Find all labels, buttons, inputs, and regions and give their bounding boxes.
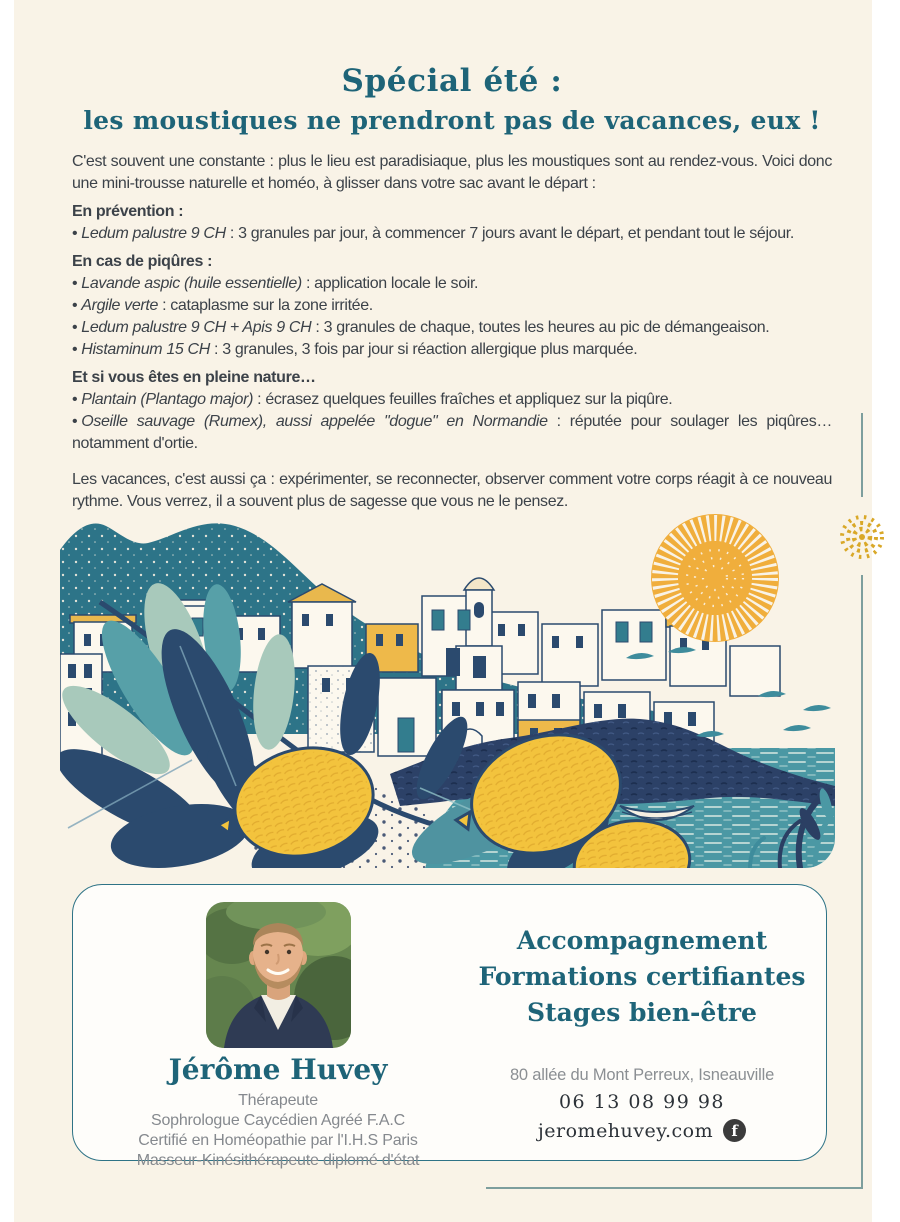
bullet-lead: Plantain (Plantago major) — [81, 391, 254, 408]
sun-icon — [651, 514, 779, 642]
services-list — [477, 923, 807, 1031]
bullet-marker: • — [72, 275, 78, 292]
section-heading-prevention: En prévention : — [72, 203, 184, 220]
bullet-marker: • — [72, 225, 78, 242]
bullet-item — [72, 223, 832, 245]
section-heading-nature: Et si vous êtes en pleine nature… — [72, 369, 316, 386]
bullet-text: : 3 granules, 3 fois par jour si réaction allergique plus marquée. — [209, 341, 638, 358]
decor-vertical-line-bottom — [861, 575, 863, 1188]
portrait-photo — [206, 902, 351, 1048]
bullet-item — [72, 339, 832, 361]
bullet-text: : application locale le soir. — [301, 275, 479, 292]
bullet-marker: • — [72, 319, 78, 336]
bullet-text: : réputée pour soulager les piqûres… notamment d'ortie. — [72, 413, 832, 452]
title-line: Masseur-Kinésithérapeute diplomé d'état — [136, 1152, 420, 1169]
article-body — [72, 151, 832, 513]
section-heading-piqures: En cas de piqûres : — [72, 253, 213, 270]
bullet-item — [72, 389, 832, 411]
facebook-icon[interactable]: f — [723, 1119, 746, 1142]
intro-paragraph: C'est souvent une constante : plus le lieu est paradisiaque, plus les moustiques sont au rendez-vous. Voici donc une mini-trousse naturelle et homéo, à glisser dans votre sac avant le départ : — [72, 153, 832, 192]
portrait-illustration — [206, 902, 351, 1048]
bullet-marker: • — [72, 341, 78, 358]
phone-number: 06 13 08 99 98 — [558, 1091, 726, 1113]
bullet-text: : écrasez quelques feuilles fraîches et appliquez sur la piqûre. — [253, 391, 673, 408]
bullet-lead: Ledum palustre 9 CH — [81, 225, 226, 242]
service-line: Stages bien-être — [527, 998, 757, 1027]
therapist-name: Jérôme Huvey — [168, 1053, 388, 1086]
bullet-lead: Histaminum 15 CH — [81, 341, 210, 358]
therapist-titles — [73, 1091, 483, 1171]
title-line: Certifié en Homéopathie par l'I.H.S Paris — [138, 1132, 418, 1149]
bullet-text: : 3 granules par jour, à commencer 7 jours avant le départ, et pendant tout le séjour. — [225, 225, 794, 242]
bullet-lead: Lavande aspic (huile essentielle) — [81, 275, 302, 292]
gold-cluster-ornament — [836, 511, 888, 563]
bullet-text: : cataplasme sur la zone irritée. — [158, 297, 373, 314]
title-line1: Spécial été : — [341, 63, 563, 99]
bullet-item — [72, 411, 832, 455]
bullet-item — [72, 317, 832, 339]
decor-horizontal-line — [486, 1187, 863, 1189]
service-line: Formations certifiantes — [478, 962, 806, 991]
therapist-card — [72, 884, 827, 1169]
bullet-marker: • — [72, 391, 78, 408]
website-link[interactable]: jeromehuvey.com — [537, 1119, 714, 1142]
bullet-marker: • — [72, 413, 78, 430]
bullet-lead: Ledum palustre 9 CH + Apis 9 CH — [81, 319, 312, 336]
bullet-text: : 3 granules de chaque, toutes les heures au pic de démangeaison. — [311, 319, 770, 336]
website-row — [477, 1119, 807, 1142]
title-line2: les moustiques ne prendront pas de vacances, eux ! — [83, 105, 821, 135]
bullet-item — [72, 295, 832, 317]
bullet-item — [72, 273, 832, 295]
coastal-village-illustration — [60, 506, 835, 868]
bullet-lead: Argile verte — [81, 297, 158, 314]
bullet-lead: Oseille sauvage (Rumex), aussi appelée "dogue" en Normandie — [81, 413, 548, 430]
address-text: 80 allée du Mont Perreux, Isneauville — [509, 1066, 775, 1084]
title-line: Thérapeute — [238, 1092, 318, 1109]
bullet-marker: • — [72, 297, 78, 314]
decor-vertical-line-top — [861, 413, 863, 497]
title-line: Sophrologue Caycédien Agréé F.A.C — [150, 1112, 405, 1129]
closing-paragraph: Les vacances, c'est aussi ça : expérimenter, se reconnecter, observer comment votre corps réagit à ce nouveau rythme. Vous verrez, il a souvent plus de sagesse que vous ne le pensez. — [72, 471, 832, 510]
page-title — [72, 64, 832, 135]
service-line: Accompagnement — [516, 926, 768, 955]
